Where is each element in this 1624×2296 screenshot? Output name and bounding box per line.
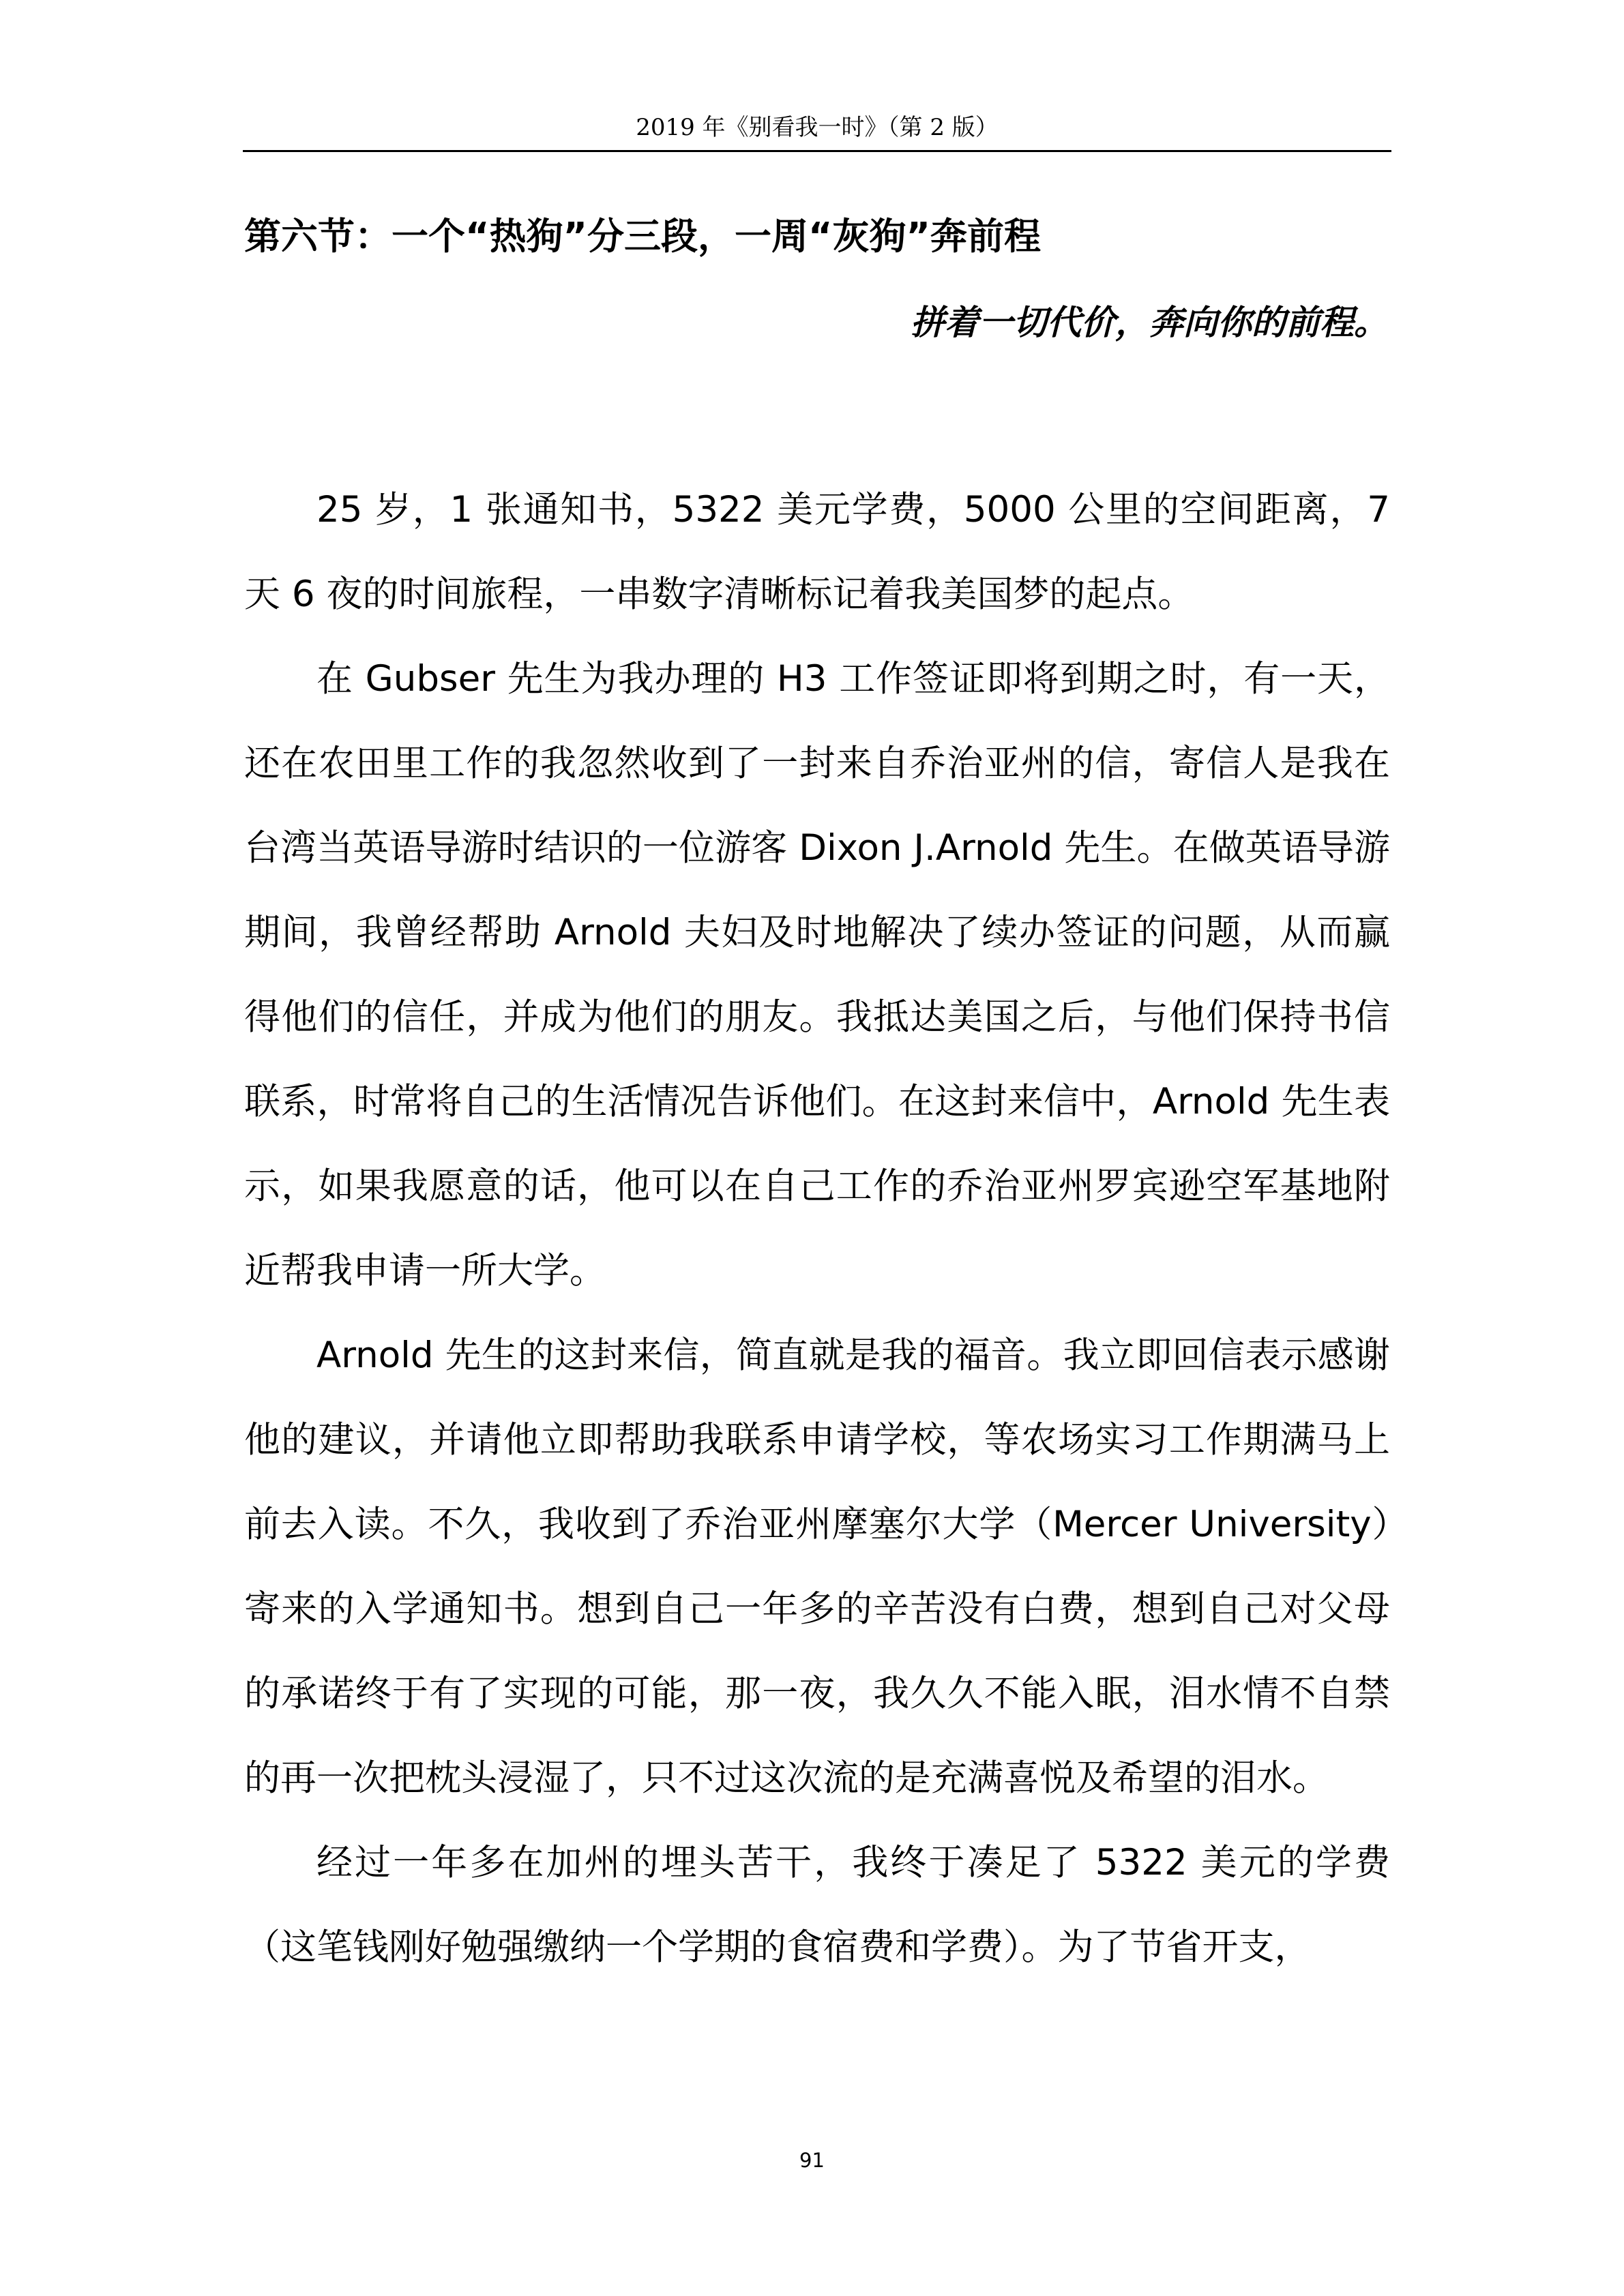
epigraph: 拼着一切代价，奔向你的前程。 <box>911 302 1388 342</box>
section-title: 第六节：一个“热狗”分三段，一周“灰狗”奔前程 <box>244 215 1041 258</box>
header-rule <box>243 150 1391 152</box>
paragraph: 25 岁，1 张通知书，5322 美元学费，5000 公里的空间距离，7 天 6 夜的时间旅程，一串数字清晰标记着我美国梦的起点。 <box>244 489 1390 615</box>
running-header: 2019 年《别看我一时》（第 2 版） <box>636 114 999 141</box>
paragraph: 在 Gubser 先生为我办理的 H3 工作签证即将到期之时，有一天，还在农田里工作的我忽然收到了一封来自乔治亚州的信，寄信人是我在台湾当英语导游时结识的一位游客 Dixon J.Arnold 先生。在做英语导游期间，我曾经帮助 Arnold 夫妇及时地解决了续办签证的问题，从而赢得他们的信任，并成为他们的朋友。我抵达美国之后，与他们保持书信联系，时常将自己的生活情况告诉他们。在这封来信中，Arnold 先生表示，如果我愿意的话，他可以在自己工作的乔治亚州罗宾逊空军基地附近帮我申请一所大学。 <box>244 658 1390 1292</box>
body-text <box>244 468 1390 1990</box>
paragraph: Arnold 先生的这封来信，简直就是我的福音。我立即回信表示感谢他的建议，并请他立即帮助我联系申请学校，等农场实习工作期满马上前去入读。不久，我收到了乔治亚州摩塞尔大学（Mercer University）寄来的入学通知书。想到自己一年多的辛苦没有白费，想到自己对父母的承诺终于有了实现的可能，那一夜，我久久不能入眠，泪水情不自禁的再一次把枕头浸湿了，只不过这次流的是充满喜悦及希望的泪水。 <box>244 1335 1390 1799</box>
page-number: 91 <box>799 2149 825 2172</box>
paragraph: 经过一年多在加州的埋头苦干，我终于凑足了 5322 美元的学费（这笔钱刚好勉强缴纳一个学期的食宿费和学费）。为了节省开支， <box>244 1842 1390 1968</box>
